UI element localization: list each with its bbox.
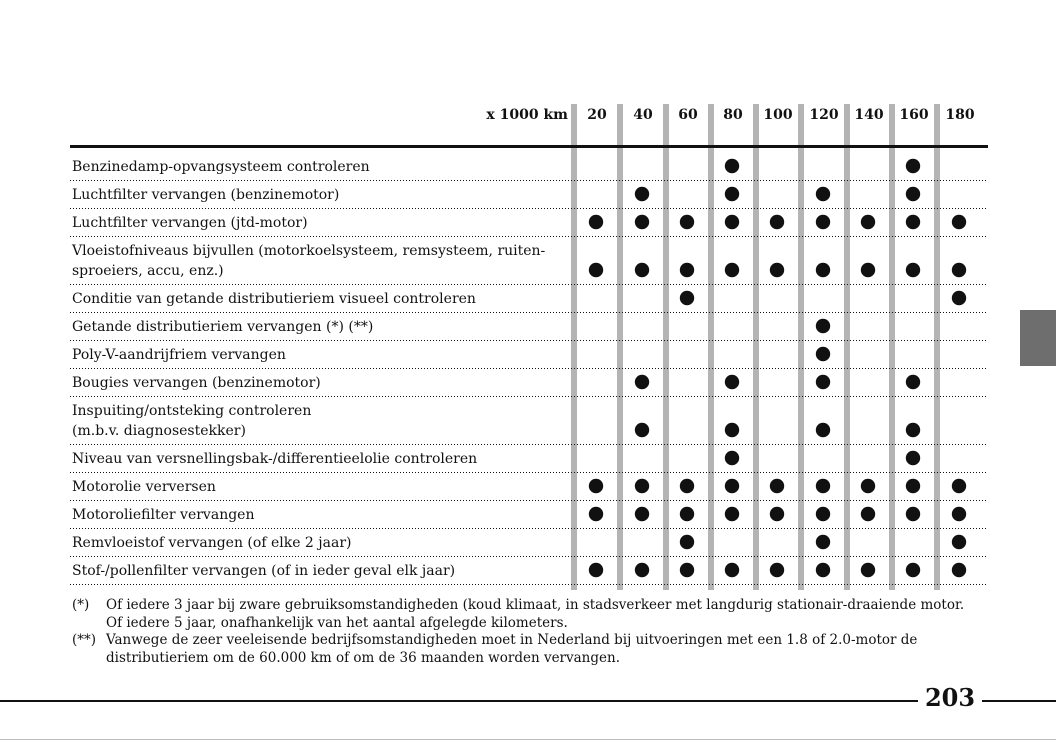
service-dot (906, 159, 920, 173)
footnote-2 (72, 632, 992, 667)
column-separator (889, 104, 895, 590)
service-dot (680, 263, 694, 277)
footnote-line: distributieriem om de 60.000 km of om de 36 maanden worden vervangen. (106, 649, 620, 666)
task-label: Remvloeistof vervangen (of elke 2 jaar) (72, 535, 352, 551)
column-header: 160 (899, 107, 929, 123)
service-dot (861, 563, 875, 577)
service-dot (906, 187, 920, 201)
section-tab (1020, 310, 1056, 366)
task-label: Conditie van getande distributieriem visueel controleren (72, 291, 476, 307)
service-dot (906, 563, 920, 577)
service-dot (635, 263, 649, 277)
footnotes (72, 597, 992, 667)
service-dot (589, 563, 603, 577)
service-dot (725, 263, 739, 277)
service-dot (816, 507, 830, 521)
column-header: 140 (854, 107, 884, 123)
footnote-mark: (*) (72, 597, 90, 613)
footnote-1 (72, 597, 992, 632)
service-dot (816, 187, 830, 201)
service-dot (770, 507, 784, 521)
task-label: Luchtfilter vervangen (jtd-motor) (72, 215, 308, 231)
task-label: Motorolie verversen (72, 479, 216, 495)
service-dot (816, 535, 830, 549)
service-dot (952, 563, 966, 577)
service-dot (635, 187, 649, 201)
service-dot (861, 263, 875, 277)
service-dot (906, 451, 920, 465)
service-dot (680, 563, 694, 577)
service-dot (770, 563, 784, 577)
service-dot (952, 215, 966, 229)
footnote-line: Vanwege de zeer veeleisende bedrijfsomstandigheden moet in Nederland bij uitvoeringen met een 1.8 of 2.0-motor de (106, 632, 918, 648)
service-dot (816, 423, 830, 437)
service-dot (816, 563, 830, 577)
column-header: 180 (945, 107, 975, 123)
service-dot (725, 159, 739, 173)
service-dot (770, 479, 784, 493)
service-dot (952, 291, 966, 305)
task-label: Stof-/pollenfilter vervangen (of in ieder geval elk jaar) (72, 563, 456, 579)
service-dot (906, 215, 920, 229)
service-dot (589, 263, 603, 277)
service-dot (770, 263, 784, 277)
column-separator (753, 104, 759, 590)
service-dot (770, 215, 784, 229)
service-dot (680, 479, 694, 493)
column-header: 60 (678, 107, 698, 123)
task-label: Getande distributieriem vervangen (*) (**) (72, 319, 374, 335)
service-dot (952, 535, 966, 549)
unit-label: x 1000 km (486, 107, 568, 123)
service-dot (725, 215, 739, 229)
service-dot (725, 563, 739, 577)
service-dot (680, 291, 694, 305)
column-separator (617, 104, 623, 590)
service-dot (906, 479, 920, 493)
page-edge (0, 739, 1056, 740)
task-label: Poly-V-aandrijfriem vervangen (72, 347, 286, 363)
header-rule (70, 145, 988, 148)
footnote-mark: (**) (72, 632, 97, 648)
service-dot (861, 479, 875, 493)
task-label: (m.b.v. diagnosestekker) (72, 423, 246, 439)
service-dot (906, 423, 920, 437)
service-dot (725, 375, 739, 389)
column-separator (798, 104, 804, 590)
task-label: sproeiers, accu, enz.) (72, 263, 224, 279)
column-separator (663, 104, 669, 590)
column-header: 100 (763, 107, 793, 123)
service-dot (952, 263, 966, 277)
service-dot (816, 319, 830, 333)
service-dot (861, 215, 875, 229)
task-label: Vloeistofniveaus bijvullen (motorkoelsysteem, remsysteem, ruiten- (72, 243, 546, 259)
service-dot (589, 479, 603, 493)
service-dot (635, 563, 649, 577)
service-dot (906, 375, 920, 389)
service-dot (725, 507, 739, 521)
service-dot (952, 507, 966, 521)
page-number: 203 (918, 683, 982, 712)
footnote-line: Of iedere 3 jaar bij zware gebruiksomstandigheden (koud klimaat, in stadsverkeer met langdurig stationair-draaiende motor. (106, 597, 965, 613)
service-dot (589, 215, 603, 229)
service-dot (725, 187, 739, 201)
task-label: Luchtfilter vervangen (benzinemotor) (72, 187, 340, 203)
task-label: Motoroliefilter vervangen (72, 507, 255, 523)
task-label: Bougies vervangen (benzinemotor) (72, 375, 321, 391)
service-dot (816, 375, 830, 389)
footnote-line: Of iedere 5 jaar, onafhankelijk van het aantal afgelegde kilometers. (106, 614, 568, 631)
task-label: Benzinedamp-opvangsysteem controleren (72, 159, 370, 175)
service-dot (816, 215, 830, 229)
service-dot (635, 479, 649, 493)
column-header: 20 (587, 107, 607, 123)
service-dot (725, 479, 739, 493)
service-dot (816, 263, 830, 277)
service-dot (635, 375, 649, 389)
service-dot (725, 423, 739, 437)
service-dot (589, 507, 603, 521)
column-separator (934, 104, 940, 590)
column-separator (571, 104, 577, 590)
service-dot (816, 479, 830, 493)
service-dot (861, 507, 875, 521)
service-dot (680, 215, 694, 229)
service-dot (906, 263, 920, 277)
task-label: Inspuiting/ontsteking controleren (72, 403, 312, 419)
service-dot (635, 423, 649, 437)
service-dot (635, 215, 649, 229)
column-separator (844, 104, 850, 590)
service-dot (680, 507, 694, 521)
service-dot (816, 347, 830, 361)
column-header: 80 (723, 107, 743, 123)
service-dot (725, 451, 739, 465)
column-header: 40 (633, 107, 653, 123)
service-dot (952, 479, 966, 493)
service-dot (635, 507, 649, 521)
service-dot (906, 507, 920, 521)
column-separator (708, 104, 714, 590)
service-dot (680, 535, 694, 549)
bottom-rule (0, 700, 1056, 702)
task-label: Niveau van versnellingsbak-/differentieelolie controleren (72, 451, 478, 467)
column-header: 120 (809, 107, 839, 123)
